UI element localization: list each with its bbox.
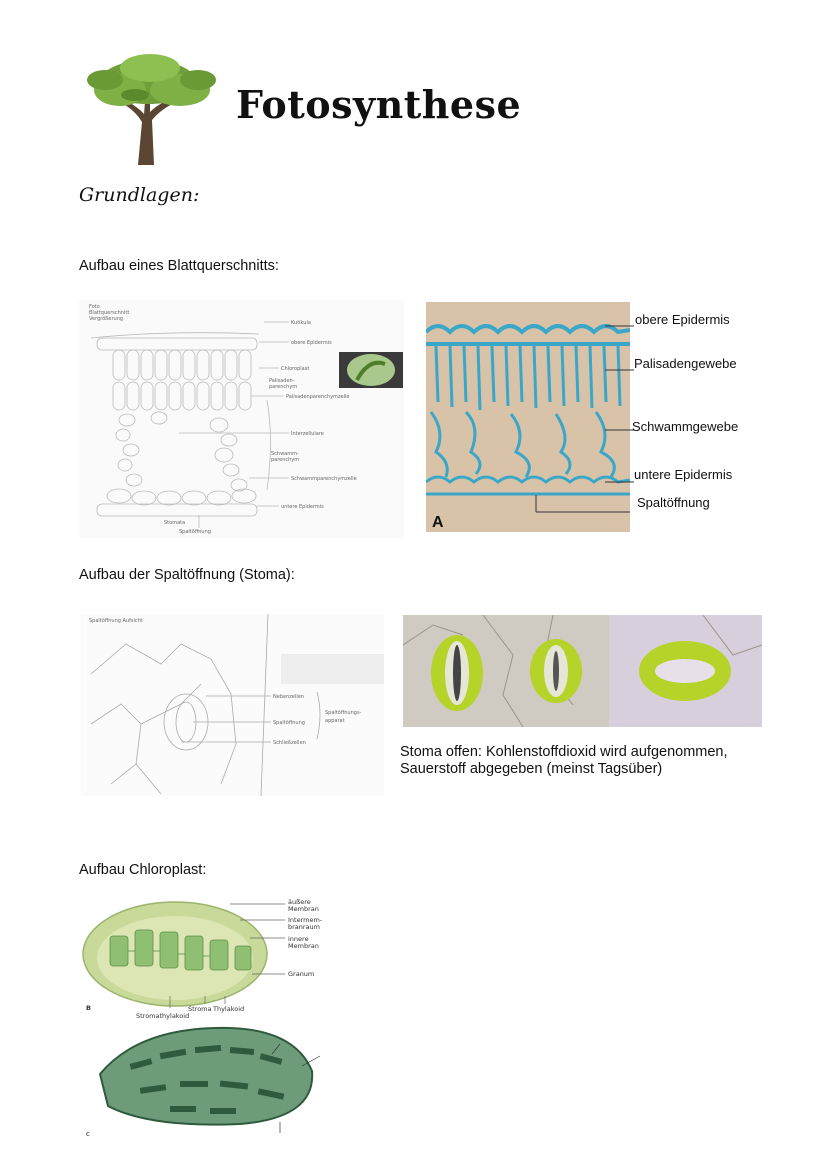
label-untere-epidermis: untere Epidermis xyxy=(634,467,733,482)
stoma-caption: Stoma offen: Kohlenstoffdioxid wird aufgenommen, Sauerstoff abgegeben (meinst Tagsüber) xyxy=(400,744,728,777)
svg-text:Nebenzellen: Nebenzellen xyxy=(273,694,304,700)
chloro-label-granum: Granum xyxy=(288,970,315,978)
label-schwammgewebe: Schwammgewebe xyxy=(632,419,739,434)
svg-text:Spaltöffnung: Spaltöffnung xyxy=(273,720,305,726)
label-palisadengewebe: Palisadengewebe xyxy=(634,356,737,371)
svg-text:C: C xyxy=(86,1132,90,1138)
svg-text:Schwamm-: Schwamm- xyxy=(271,451,299,457)
chloro-label-intermem: Intermem- xyxy=(288,916,323,924)
chloro-label-thylakoid: Thylakoid xyxy=(213,1005,245,1013)
tree-icon xyxy=(80,50,220,166)
panel-label-b: B xyxy=(86,1004,91,1012)
svg-text:Schwammparenchymzelle: Schwammparenchymzelle xyxy=(291,476,357,482)
chloro-label-stromathylakoid: Stromathylakoid xyxy=(136,1012,190,1020)
stoma-micrograph-image xyxy=(403,615,762,727)
section-heading-chloroplast: Aufbau Chloroplast: xyxy=(79,862,207,878)
label-obere-epidermis: obere Epidermis xyxy=(635,312,730,327)
svg-text:Kutikula: Kutikula xyxy=(291,320,311,326)
svg-text:obere Epidermis: obere Epidermis xyxy=(291,340,332,346)
svg-text:Palisadenparenchymzelle: Palisadenparenchymzelle xyxy=(286,394,350,400)
svg-text:parenchym: parenchym xyxy=(271,457,300,463)
chloro-label-stroma: Stroma xyxy=(188,1005,212,1013)
svg-text:apparat: apparat xyxy=(325,718,345,724)
page-title: Fotosynthese xyxy=(236,82,522,127)
svg-text:Spaltöffnungs-: Spaltöffnungs- xyxy=(325,710,362,716)
section-heading-leaf: Aufbau eines Blattquerschnitts: xyxy=(79,258,279,274)
svg-text:Palisaden-: Palisaden- xyxy=(269,378,295,384)
stoma-sketch-image xyxy=(81,614,384,796)
svg-text:parenchym: parenchym xyxy=(269,384,298,390)
svg-text:Spaltöffnung Aufsicht: Spaltöffnung Aufsicht xyxy=(89,618,143,624)
label-spaltoeffnung: Spaltöffnung xyxy=(637,495,710,510)
chloro-label-aussere: äußere xyxy=(288,898,311,906)
svg-text:Foto: Foto xyxy=(89,304,100,310)
section-heading-stoma: Aufbau der Spaltöffnung (Stoma): xyxy=(79,567,295,583)
svg-text:Interzellulare: Interzellulare xyxy=(291,431,324,437)
subtitle: Grundlagen: xyxy=(79,184,200,206)
svg-text:untere Epidermis: untere Epidermis xyxy=(281,504,324,510)
svg-text:Chloroplast: Chloroplast xyxy=(281,366,310,372)
chloro-label-innere: innere xyxy=(288,935,309,943)
leaf-sketch-image xyxy=(79,300,404,538)
svg-text:Vergrößerung: Vergrößerung xyxy=(89,316,124,322)
chloro-label-membran2: Membran xyxy=(288,942,319,950)
svg-text:Schließzellen: Schließzellen xyxy=(273,740,306,746)
chloroplast-diagram xyxy=(80,896,380,1141)
chloro-label-membran1: Membran xyxy=(288,905,319,913)
svg-text:Blattquerschnitt: Blattquerschnitt xyxy=(89,310,130,316)
svg-text:Spaltöffnung: Spaltöffnung xyxy=(179,529,211,535)
svg-text:Stomata: Stomata xyxy=(164,520,186,526)
panel-label-a: A xyxy=(432,514,444,531)
chloro-label-branraum: branraum xyxy=(288,923,321,931)
